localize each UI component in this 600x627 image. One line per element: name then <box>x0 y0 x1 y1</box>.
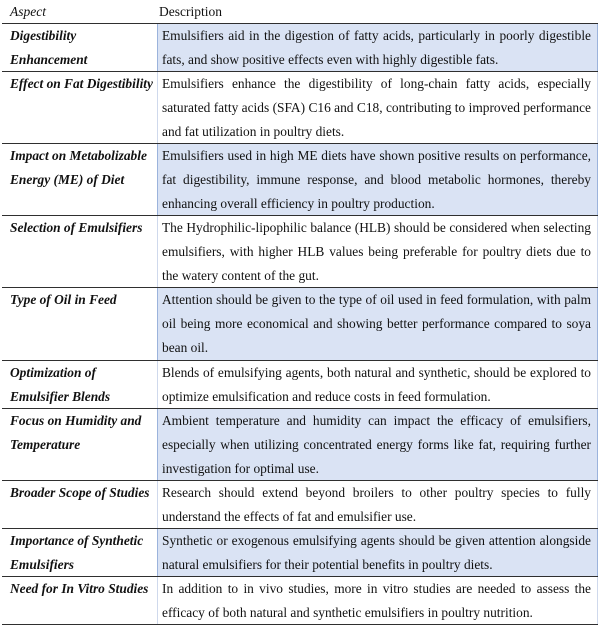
table-row <box>2 409 598 481</box>
table-row <box>2 216 598 288</box>
row-aspect: Selection of Emulsifiers <box>10 220 143 235</box>
row-description: Emulsifiers aid in the digestion of fatty acids, particularly in poorly digestible fats, and show positive effects even with highly digestible fats. <box>157 24 598 71</box>
row-aspect: Focus on Humidity and Temperature <box>10 413 142 452</box>
table-row <box>2 481 598 529</box>
table-header-row <box>2 1 598 24</box>
row-aspect: Need for In Vitro Studies <box>10 581 149 596</box>
table-row <box>2 144 598 216</box>
row-aspect: Broader Scope of Studies <box>10 485 150 500</box>
row-aspect: Digestibility Enhancement <box>10 28 88 67</box>
table-row <box>2 361 598 409</box>
row-description: Research should extend beyond broilers to other poultry species to fully understand the effects of fat and emulsifier use. <box>157 481 598 528</box>
row-description: The Hydrophilic-lipophilic balance (HLB) should be considered when selecting emulsifiers, with higher HLB values being preferable for poultry diets due to the watery content of the gut. <box>157 216 598 287</box>
row-aspect: Type of Oil in Feed <box>10 292 117 307</box>
table-row <box>2 288 598 361</box>
row-aspect: Optimization of Emulsifier Blends <box>10 365 111 404</box>
table-row <box>2 24 598 72</box>
row-description: Blends of emulsifying agents, both natural and synthetic, should be explored to optimize emulsification and reduce costs in feed formulation. <box>157 361 598 408</box>
table-row <box>2 577 598 625</box>
row-description: Emulsifiers enhance the digestibility of long-chain fatty acids, especially saturated fatty acids (SFA) C16 and C18, contributing to improved performance and fat utilization in poultry diets. <box>157 72 598 143</box>
row-description: In addition to in vivo studies, more in vitro studies are needed to assess the efficacy of both natural and synthetic emulsifiers in poultry nutrition. <box>157 577 598 624</box>
table-row <box>2 529 598 577</box>
row-aspect: Effect on Fat Digestibility <box>10 76 153 91</box>
header-description: Description <box>159 4 222 19</box>
row-description: Synthetic or exogenous emulsifying agents should be given attention alongside natural emulsifiers for their potential benefits in poultry diets. <box>157 529 598 576</box>
table-row <box>2 72 598 144</box>
row-aspect: Importance of Synthetic Emulsifiers <box>10 533 144 572</box>
row-aspect: Impact on Metabolizable Energy (ME) of Diet <box>10 148 147 187</box>
header-aspect: Aspect <box>10 4 46 19</box>
row-description: Attention should be given to the type of oil used in feed formulation, with palm oil being more economical and showing better performance compared to soya bean oil. <box>157 288 598 360</box>
emulsifier-aspects-table <box>2 1 598 625</box>
row-description: Ambient temperature and humidity can impact the efficacy of emulsifiers, especially when utilizing concentrated energy forms like fat, requiring further investigation for optimal use. <box>157 409 598 480</box>
row-description: Emulsifiers used in high ME diets have shown positive results on performance, fat digestibility, immune response, and blood metabolic hormones, thereby enhancing overall efficiency in poultry production. <box>157 144 598 215</box>
